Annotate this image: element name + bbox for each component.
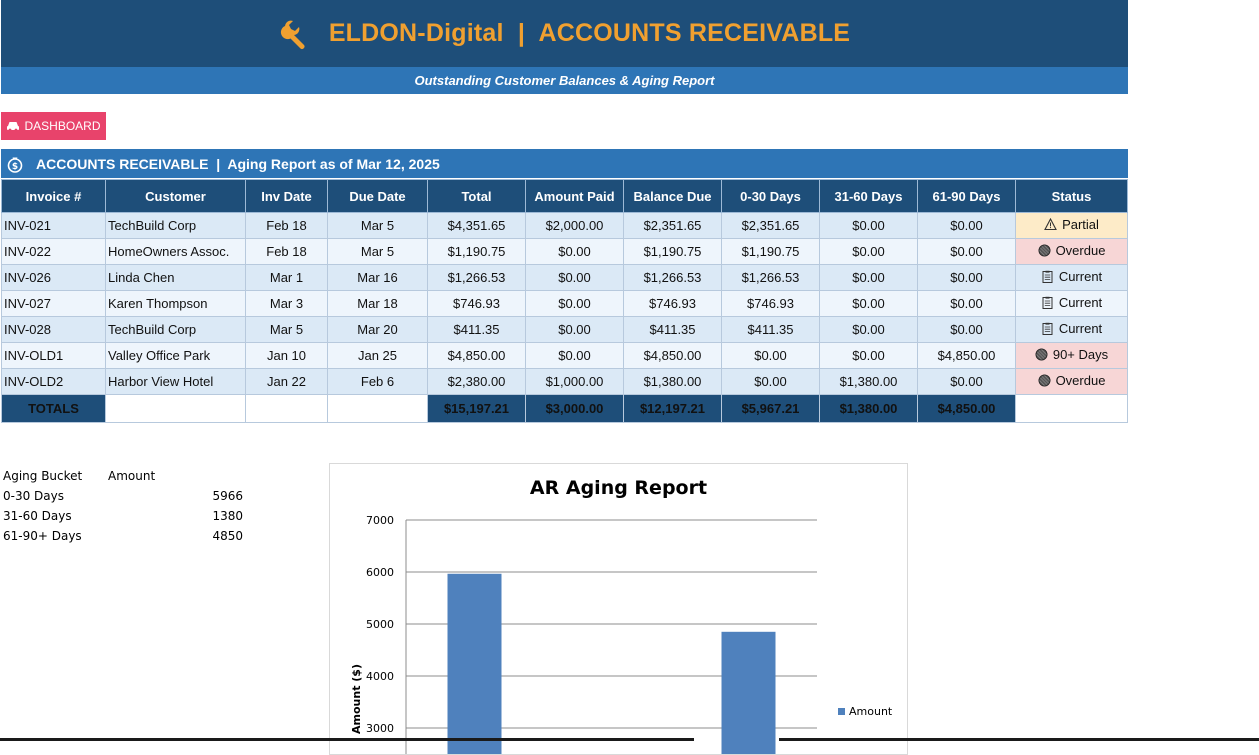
status-label: Current [1058,269,1103,284]
dashboard-button[interactable] [1,112,106,140]
status-label: Current [1058,295,1103,310]
bar-1[interactable] [448,574,502,754]
cell-amount-paid[interactable]: $0.00 [526,291,624,317]
status-label: 90+ Days [1052,347,1109,362]
cell-total[interactable]: $4,850.00 [428,343,526,369]
cell-balance-due[interactable]: $1,190.75 [624,239,722,265]
svg-text:$: $ [11,161,19,172]
totals-total[interactable]: $15,197.21 [428,395,526,423]
cell-invoice[interactable]: INV-026 [2,265,106,291]
cell-0-30[interactable]: $2,351.65 [722,213,820,239]
status-badge [1041,295,1102,310]
totals-paid[interactable]: $3,000.00 [526,395,624,423]
legend-label: Amount [849,705,893,718]
aging-amount[interactable]: 1380 [212,509,243,523]
cell-due-date[interactable]: Mar 5 [328,239,428,265]
cell-customer[interactable]: Linda Chen [106,265,246,291]
cell-invoice[interactable]: INV-027 [2,291,106,317]
cell-inv-date[interactable]: Feb 18 [246,213,328,239]
totals-blank [328,395,428,423]
cell-status[interactable] [1016,369,1128,395]
cell-0-30[interactable]: $1,266.53 [722,265,820,291]
status-label: Current [1058,321,1103,336]
cell-total[interactable]: $4,351.65 [428,213,526,239]
aging-amount[interactable]: 4850 [212,529,243,543]
status-badge [1038,373,1106,388]
money-bag-icon [6,155,24,173]
cell-customer[interactable]: Valley Office Park [106,343,246,369]
dashboard-button-label: DASHBOARD [24,119,101,133]
cell-customer[interactable]: Harbor View Hotel [106,369,246,395]
cell-61-90[interactable]: $0.00 [918,239,1016,265]
table-row [2,265,1128,291]
totals-blank [106,395,246,423]
header-row [2,180,1128,213]
cell-due-date[interactable]: Mar 18 [328,291,428,317]
cell-due-date[interactable]: Jan 25 [328,343,428,369]
cell-amount-paid[interactable]: $1,000.00 [526,369,624,395]
cell-31-60[interactable]: $0.00 [820,317,918,343]
cell-customer[interactable]: TechBuild Corp [106,317,246,343]
aging-bucket[interactable]: 0-30 Days [3,489,64,503]
cell-balance-due[interactable]: $411.35 [624,317,722,343]
cell-due-date[interactable]: Mar 5 [328,213,428,239]
col-header-balance-due[interactable]: Balance Due [624,180,722,213]
cell-61-90[interactable]: $0.00 [918,265,1016,291]
cell-0-30[interactable]: $411.35 [722,317,820,343]
cell-customer[interactable]: Karen Thompson [106,291,246,317]
col-header-61-90[interactable]: 61-90 Days [918,180,1016,213]
cell-inv-date[interactable]: Mar 1 [246,265,328,291]
status-label: Overdue [1055,373,1106,388]
ar-table [1,179,1128,423]
cell-balance-due[interactable]: $2,351.65 [624,213,722,239]
bar-3[interactable] [722,632,776,754]
col-header-0-30[interactable]: 0-30 Days [722,180,820,213]
cell-due-date[interactable]: Mar 20 [328,317,428,343]
cell-due-date[interactable]: Feb 6 [328,369,428,395]
red-circle-icon [1035,348,1048,361]
red-circle-icon [1038,244,1051,257]
totals-label[interactable]: TOTALS [2,395,106,423]
page-title: ELDON-Digital | ACCOUNTS RECEIVABLE [328,19,851,47]
cell-31-60[interactable]: $0.00 [820,343,918,369]
cell-invoice[interactable]: INV-OLD2 [2,369,106,395]
page-subtitle: Outstanding Customer Balances & Aging Report [1,67,1128,94]
cell-amount-paid[interactable]: $0.00 [526,343,624,369]
table-row [2,317,1128,343]
cell-customer[interactable]: TechBuild Corp [106,213,246,239]
status-badge [1044,217,1099,232]
cell-invoice[interactable]: INV-022 [2,239,106,265]
aging-row [3,506,248,526]
cell-due-date[interactable]: Mar 16 [328,265,428,291]
col-header-amount-paid[interactable]: Amount Paid [526,180,624,213]
cell-61-90[interactable]: $4,850.00 [918,343,1016,369]
totals-31-60[interactable]: $1,380.00 [820,395,918,423]
cell-61-90[interactable]: $0.00 [918,291,1016,317]
cell-31-60[interactable]: $0.00 [820,265,918,291]
cell-0-30[interactable]: $1,190.75 [722,239,820,265]
table-row [2,213,1128,239]
wrench-icon [279,18,311,50]
cell-balance-due[interactable]: $4,850.00 [624,343,722,369]
cell-61-90[interactable]: $0.00 [918,317,1016,343]
aging-bucket[interactable]: 61-90+ Days [3,529,82,543]
cell-inv-date[interactable]: Jan 22 [246,369,328,395]
red-circle-icon [1038,374,1051,387]
status-badge [1035,347,1108,362]
cell-total[interactable]: $1,190.75 [428,239,526,265]
banner-title-wrap [279,18,850,50]
car-icon [6,120,20,132]
cell-inv-date[interactable]: Mar 5 [246,317,328,343]
status-badge [1038,243,1106,258]
table-row [2,291,1128,317]
cell-balance-due[interactable]: $1,266.53 [624,265,722,291]
cell-inv-date[interactable]: Feb 18 [246,239,328,265]
cell-61-90[interactable]: $0.00 [918,213,1016,239]
cell-amount-paid[interactable]: $0.00 [526,317,624,343]
aging-row [3,526,248,546]
y-tick-label: 7000 [366,514,394,527]
y-tick-label: 3000 [366,722,394,735]
cell-total[interactable]: $746.93 [428,291,526,317]
totals-blank [246,395,328,423]
totals-balance[interactable]: $12,197.21 [624,395,722,423]
col-header-due-date[interactable]: Due Date [328,180,428,213]
totals-blank [1016,395,1128,423]
aging-amount[interactable]: 5966 [212,489,243,503]
aging-header-row [3,466,248,486]
col-header-inv-date[interactable]: Inv Date [246,180,328,213]
aging-summary-table [3,466,248,546]
totals-row [2,395,1128,423]
cell-status[interactable] [1016,213,1128,239]
cell-status[interactable] [1016,291,1128,317]
cell-inv-date[interactable]: Jan 10 [246,343,328,369]
status-label: Overdue [1055,243,1106,258]
cell-invoice[interactable]: INV-021 [2,213,106,239]
cell-status[interactable] [1016,265,1128,291]
status-badge [1041,321,1102,336]
section-title: ACCOUNTS RECEIVABLE | Aging Report as of Mar 12, 2025 [36,155,440,172]
totals-0-30[interactable]: $5,967.21 [722,395,820,423]
cell-total[interactable]: $411.35 [428,317,526,343]
legend-swatch [838,708,845,715]
y-tick-label: 6000 [366,566,394,579]
y-axis-label: Amount ($) [350,664,363,734]
aging-bucket[interactable]: 31-60 Days [3,509,72,523]
ar-aging-chart[interactable] [329,463,908,755]
chart-plot-area [330,464,907,754]
cell-balance-due[interactable]: $746.93 [624,291,722,317]
cell-31-60[interactable]: $0.00 [820,213,918,239]
cell-total[interactable]: $1,266.53 [428,265,526,291]
clipboard-icon [1041,296,1054,309]
table-row [2,369,1128,395]
cell-invoice[interactable]: INV-OLD1 [2,343,106,369]
cell-amount-paid[interactable]: $0.00 [526,239,624,265]
cell-0-30[interactable]: $746.93 [722,291,820,317]
col-header-total[interactable]: Total [428,180,526,213]
cell-total[interactable]: $2,380.00 [428,369,526,395]
cell-31-60[interactable]: $0.00 [820,291,918,317]
cell-0-30[interactable]: $0.00 [722,369,820,395]
aging-header-amount[interactable]: Amount [108,469,156,483]
cell-inv-date[interactable]: Mar 3 [246,291,328,317]
header-banner [1,0,1128,67]
col-header-status[interactable]: Status [1016,180,1128,213]
cell-customer[interactable]: HomeOwners Assoc. [106,239,246,265]
table-row [2,343,1128,369]
cell-invoice[interactable]: INV-028 [2,317,106,343]
table-row [2,239,1128,265]
y-tick-label: 4000 [366,670,394,683]
totals-61-90[interactable]: $4,850.00 [918,395,1016,423]
cell-31-60[interactable]: $0.00 [820,239,918,265]
cell-amount-paid[interactable]: $2,000.00 [526,213,624,239]
cell-status[interactable] [1016,343,1128,369]
status-label: Partial [1062,217,1099,232]
col-header-customer[interactable]: Customer [106,180,246,213]
cell-61-90[interactable]: $0.00 [918,369,1016,395]
cell-31-60[interactable]: $1,380.00 [820,369,918,395]
cell-status[interactable] [1016,317,1128,343]
clipboard-icon [1041,322,1054,335]
cell-amount-paid[interactable]: $0.00 [526,265,624,291]
chart-title: AR Aging Report [529,477,708,499]
y-tick-label: 5000 [366,618,394,631]
warning-icon [1044,218,1057,231]
cell-0-30[interactable]: $0.00 [722,343,820,369]
col-header-invoice[interactable]: Invoice # [2,180,106,213]
clipboard-icon [1041,270,1054,283]
aging-row [3,486,248,506]
cell-balance-due[interactable]: $1,380.00 [624,369,722,395]
col-header-31-60[interactable]: 31-60 Days [820,180,918,213]
cell-status[interactable] [1016,239,1128,265]
status-badge [1041,269,1102,284]
chart-legend [838,705,892,718]
aging-header-bucket[interactable]: Aging Bucket [3,469,83,483]
section-header [1,149,1128,178]
